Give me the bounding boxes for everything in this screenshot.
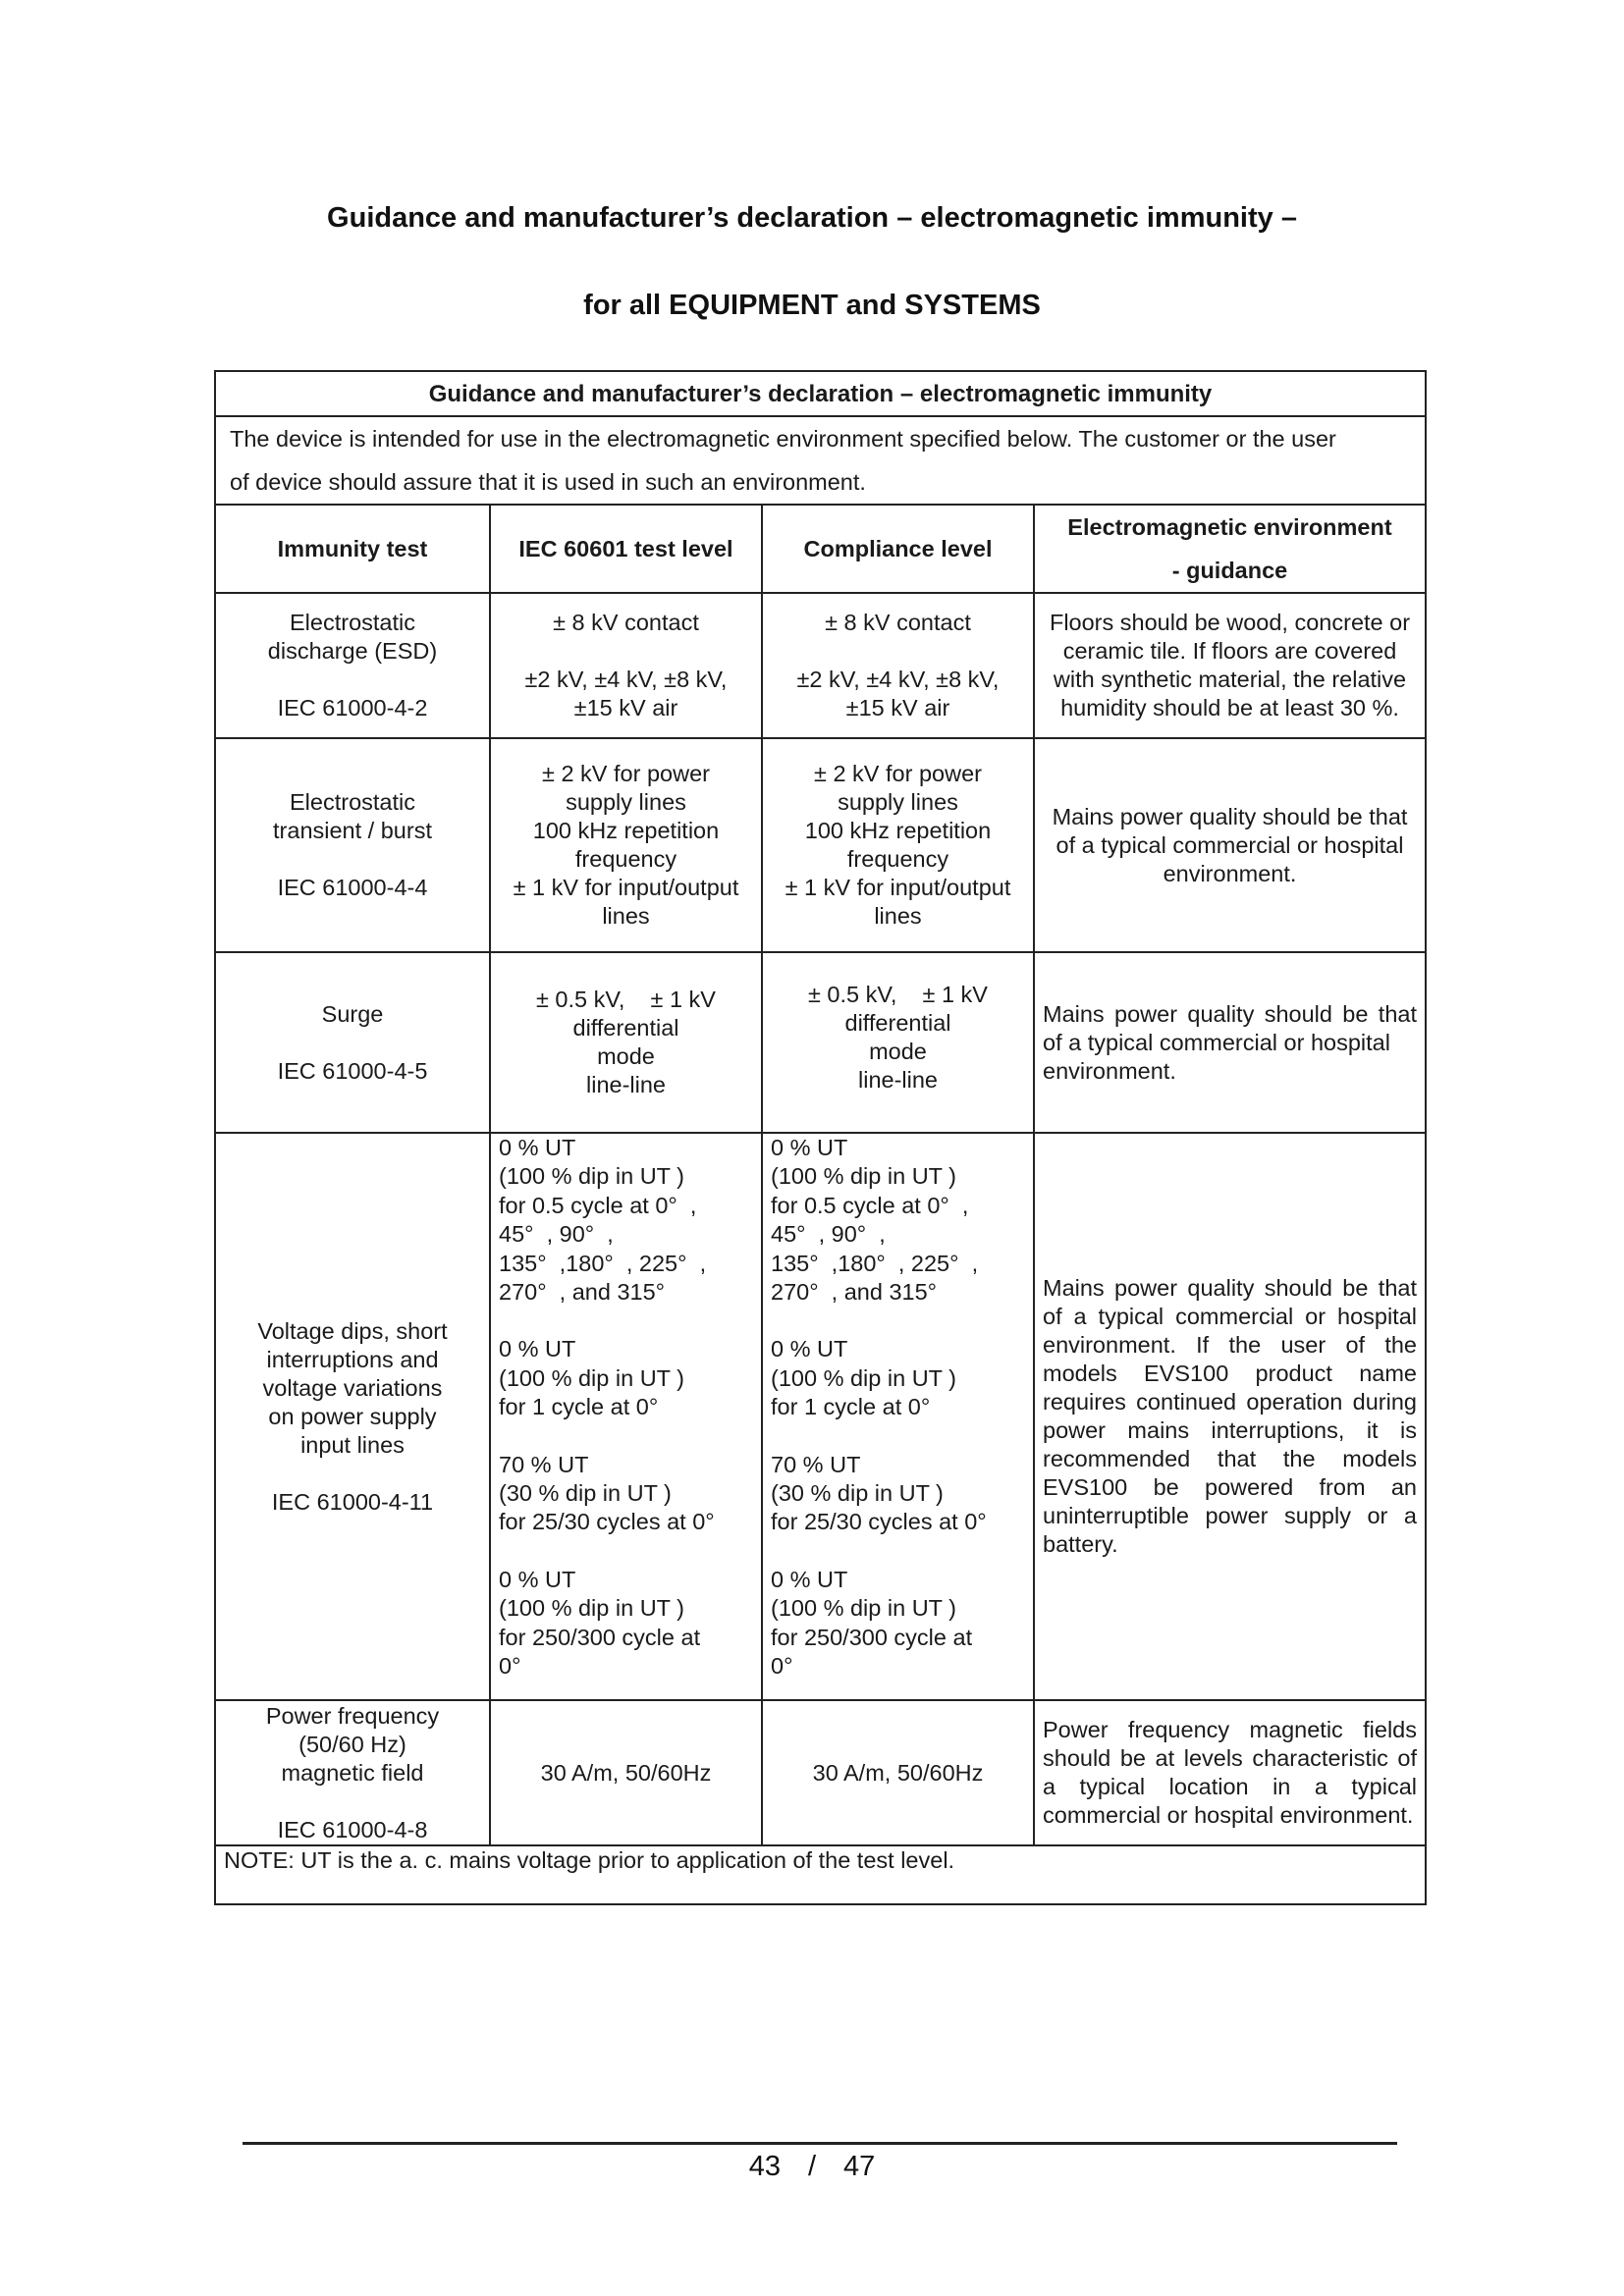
burst-level-line-5: ± 1 kV for input/output — [513, 875, 739, 900]
dips-level-line: (30 % dip in UT ) — [499, 1480, 672, 1507]
magnetic-test-line-3: magnetic field — [281, 1759, 424, 1786]
table-header-row — [215, 505, 1426, 593]
dips-test-line-4: on power supply — [268, 1403, 437, 1429]
surge-level-line-2: differential — [572, 1015, 679, 1041]
esd-compliance-line-1: ± 8 kV contact — [825, 610, 971, 635]
esd-test-line-1: Electrostatic — [290, 610, 415, 635]
burst-compliance-line-1: ± 2 kV for power — [814, 761, 982, 786]
footer-rule — [243, 2142, 1397, 2145]
table-banner-row — [215, 371, 1426, 416]
surge-guidance-line-1: Mains power quality should be that of a typical commercial or hospital — [1043, 1000, 1417, 1055]
burst-test-line-2: transient / burst — [273, 818, 432, 843]
esd-level-line-1: ± 8 kV contact — [553, 610, 699, 635]
table-row — [215, 738, 1426, 952]
burst-level-line-2: supply lines — [566, 789, 686, 815]
page-number — [0, 2150, 1624, 2183]
dips-level-line: 45° , 90° , — [499, 1221, 614, 1248]
dips-compliance-line: for 250/300 cycle at — [771, 1624, 973, 1650]
surge-compliance-cell — [762, 952, 1034, 1133]
table-banner: Guidance and manufacturer’s declaration – electromagnetic immunity — [215, 371, 1426, 416]
surge-guidance-line-2: environment. — [1043, 1057, 1176, 1084]
surge-standard: IEC 61000-4-5 — [277, 1057, 428, 1084]
header-environment-line-1: Electromagnetic environment — [1067, 514, 1392, 540]
dips-compliance-line: 0 % UT — [771, 1135, 848, 1160]
dips-compliance-line: 135° ,180° , 225° , — [771, 1250, 979, 1276]
dips-standard: IEC 61000-4-11 — [271, 1488, 434, 1515]
esd-guidance-cell: Floors should be wood, concrete or ceramic tile. If floors are covered with synthetic material, the relative humidity should be at least 30 %. — [1034, 593, 1426, 738]
esd-level-line-3: ±15 kV air — [573, 695, 678, 721]
magnetic-test-line-2: (50/60 Hz) — [298, 1731, 406, 1757]
dips-compliance-line: 0 % UT — [771, 1566, 848, 1592]
magnetic-standard: IEC 61000-4-8 — [277, 1816, 428, 1842]
table-intro — [215, 416, 1426, 505]
table-row — [215, 593, 1426, 738]
dips-compliance-cell — [762, 1133, 1034, 1700]
magnetic-test-line-1: Power frequency — [265, 1702, 440, 1729]
spacer — [499, 1307, 753, 1335]
page-title: Guidance and manufacturer’s declaration – electromagnetic immunity – — [327, 202, 1297, 234]
esd-level-line-2: ±2 kV, ±4 kV, ±8 kV, — [524, 667, 728, 692]
esd-test-cell — [215, 593, 490, 738]
surge-compliance-line-4: line-line — [858, 1067, 938, 1093]
magnetic-compliance-cell: 30 A/m, 50/60Hz — [762, 1700, 1034, 1845]
page-separator: / — [807, 2151, 817, 2182]
table-row — [215, 1133, 1426, 1700]
dips-compliance-line: (100 % dip in UT ) — [771, 1595, 956, 1622]
surge-level-line-4: line-line — [586, 1072, 666, 1097]
burst-level-line-3: 100 kHz repetition — [532, 818, 720, 843]
table-intro-row — [215, 416, 1426, 505]
dips-test-line-5: input lines — [300, 1431, 405, 1458]
dips-test-cell — [215, 1133, 490, 1700]
surge-test-cell — [215, 952, 490, 1133]
dips-level-line: 0° — [499, 1653, 521, 1680]
burst-compliance-line-6: lines — [874, 903, 922, 929]
emc-immunity-table — [214, 370, 1427, 1905]
burst-test-line-1: Electrostatic — [290, 789, 415, 815]
dips-level-line: (100 % dip in UT ) — [499, 1163, 684, 1190]
surge-compliance-line-2: differential — [844, 1010, 951, 1036]
esd-test-line-2: discharge (ESD) — [267, 638, 438, 664]
header-environment — [1034, 505, 1426, 593]
dips-level-line: 270° , and 315° — [499, 1279, 666, 1306]
dips-compliance-line: 70 % UT — [771, 1451, 861, 1477]
spacer — [771, 1537, 1025, 1566]
surge-compliance-line-1: ± 0.5 kV, ± 1 kV — [808, 982, 988, 1007]
burst-compliance-line-5: ± 1 kV for input/output — [785, 875, 1011, 900]
magnetic-guidance-cell: Power frequency magnetic fields should be at levels characteristic of a typical location in a typical commercial or hospital environment. — [1034, 1700, 1426, 1845]
intro-line-2: of device should assure that it is used in such an environment. — [230, 469, 866, 495]
current-page: 43 — [748, 2151, 781, 2182]
dips-compliance-line: 45° , 90° , — [771, 1221, 886, 1248]
dips-compliance-line: (30 % dip in UT ) — [771, 1480, 944, 1507]
header-environment-line-2: - guidance — [1171, 558, 1288, 583]
burst-compliance-cell — [762, 738, 1034, 952]
burst-compliance-line-3: 100 kHz repetition — [804, 818, 992, 843]
dips-compliance-line: for 0.5 cycle at 0° , — [771, 1192, 969, 1218]
dips-level-line: (100 % dip in UT ) — [499, 1595, 684, 1622]
surge-level-line-1: ± 0.5 kV, ± 1 kV — [536, 987, 716, 1012]
dips-test-line-2: interruptions and — [266, 1346, 439, 1372]
table-row — [215, 952, 1426, 1133]
dips-level-line: (100 % dip in UT ) — [499, 1364, 684, 1391]
esd-level-cell — [490, 593, 762, 738]
header-compliance: Compliance level — [762, 505, 1034, 593]
spacer — [771, 637, 1025, 666]
surge-level-line-3: mode — [597, 1043, 655, 1069]
dips-level-line: 0 % UT — [499, 1566, 576, 1592]
page-subtitle: for all EQUIPMENT and SYSTEMS — [583, 290, 1041, 321]
table-note-row — [215, 1845, 1426, 1904]
header-immunity-test: Immunity test — [215, 505, 490, 593]
dips-level-line: 135° ,180° , 225° , — [499, 1250, 707, 1276]
surge-compliance-line-3: mode — [869, 1039, 927, 1064]
dips-level-line: 0 % UT — [499, 1336, 576, 1362]
magnetic-level-cell: 30 A/m, 50/60Hz — [490, 1700, 762, 1845]
burst-standard: IEC 61000-4-4 — [277, 875, 428, 900]
dips-level-line: 70 % UT — [499, 1451, 589, 1477]
table-row — [215, 1700, 1426, 1845]
dips-test-line-3: voltage variations — [262, 1374, 443, 1401]
dips-compliance-line: (100 % dip in UT ) — [771, 1364, 956, 1391]
burst-level-line-1: ± 2 kV for power — [542, 761, 710, 786]
spacer — [224, 1788, 481, 1816]
esd-compliance-line-3: ±15 kV air — [845, 695, 950, 721]
surge-test-label: Surge — [321, 1000, 384, 1027]
spacer — [771, 1307, 1025, 1335]
dips-compliance-line: 0° — [771, 1653, 793, 1680]
dips-compliance-line: for 1 cycle at 0° — [771, 1394, 931, 1420]
dips-level-cell — [490, 1133, 762, 1700]
surge-level-cell — [490, 952, 762, 1133]
total-pages: 47 — [843, 2151, 876, 2182]
dips-test-line-1: Voltage dips, short — [257, 1317, 448, 1344]
spacer — [224, 845, 481, 874]
dips-compliance-line: for 25/30 cycles at 0° — [771, 1509, 987, 1535]
spacer — [499, 1537, 753, 1566]
burst-level-line-6: lines — [602, 903, 650, 929]
burst-compliance-line-4: frequency — [846, 846, 949, 872]
dips-compliance-line: (100 % dip in UT ) — [771, 1163, 956, 1190]
header-iec-level: IEC 60601 test level — [490, 505, 762, 593]
spacer — [224, 1029, 481, 1057]
surge-guidance-cell — [1034, 952, 1426, 1133]
burst-guidance-cell: Mains power quality should be that of a typical commercial or hospital environment. — [1034, 738, 1426, 952]
table-note: NOTE: UT is the a. c. mains voltage prior to application of the test level. — [215, 1845, 1426, 1904]
esd-compliance-line-2: ±2 kV, ±4 kV, ±8 kV, — [796, 667, 1000, 692]
dips-level-line: for 0.5 cycle at 0° , — [499, 1192, 697, 1218]
dips-level-line: for 250/300 cycle at — [499, 1624, 701, 1650]
burst-level-line-4: frequency — [574, 846, 677, 872]
esd-standard: IEC 61000-4-2 — [277, 695, 428, 721]
dips-level-line: for 25/30 cycles at 0° — [499, 1509, 715, 1535]
esd-compliance-cell — [762, 593, 1034, 738]
burst-level-cell — [490, 738, 762, 952]
spacer — [224, 1460, 481, 1488]
spacer — [771, 1422, 1025, 1451]
intro-line-1: The device is intended for use in the electromagnetic environment specified below. The customer or the user — [230, 426, 1336, 452]
dips-compliance-line: 0 % UT — [771, 1336, 848, 1362]
spacer — [499, 637, 753, 666]
dips-compliance-line: 270° , and 315° — [771, 1279, 938, 1306]
magnetic-test-cell — [215, 1700, 490, 1845]
dips-level-line: 0 % UT — [499, 1135, 576, 1160]
dips-guidance-cell: Mains power quality should be that of a typical commercial or hospital environment. If the user of the models EVS100 product name requires continued operation during power mains interruptions, it is recommended that the models EVS100 be powered from an uninterruptible power supply or a battery. — [1034, 1133, 1426, 1700]
dips-level-line: for 1 cycle at 0° — [499, 1394, 659, 1420]
burst-test-cell — [215, 738, 490, 952]
spacer — [499, 1422, 753, 1451]
spacer — [224, 666, 481, 694]
burst-compliance-line-2: supply lines — [838, 789, 958, 815]
